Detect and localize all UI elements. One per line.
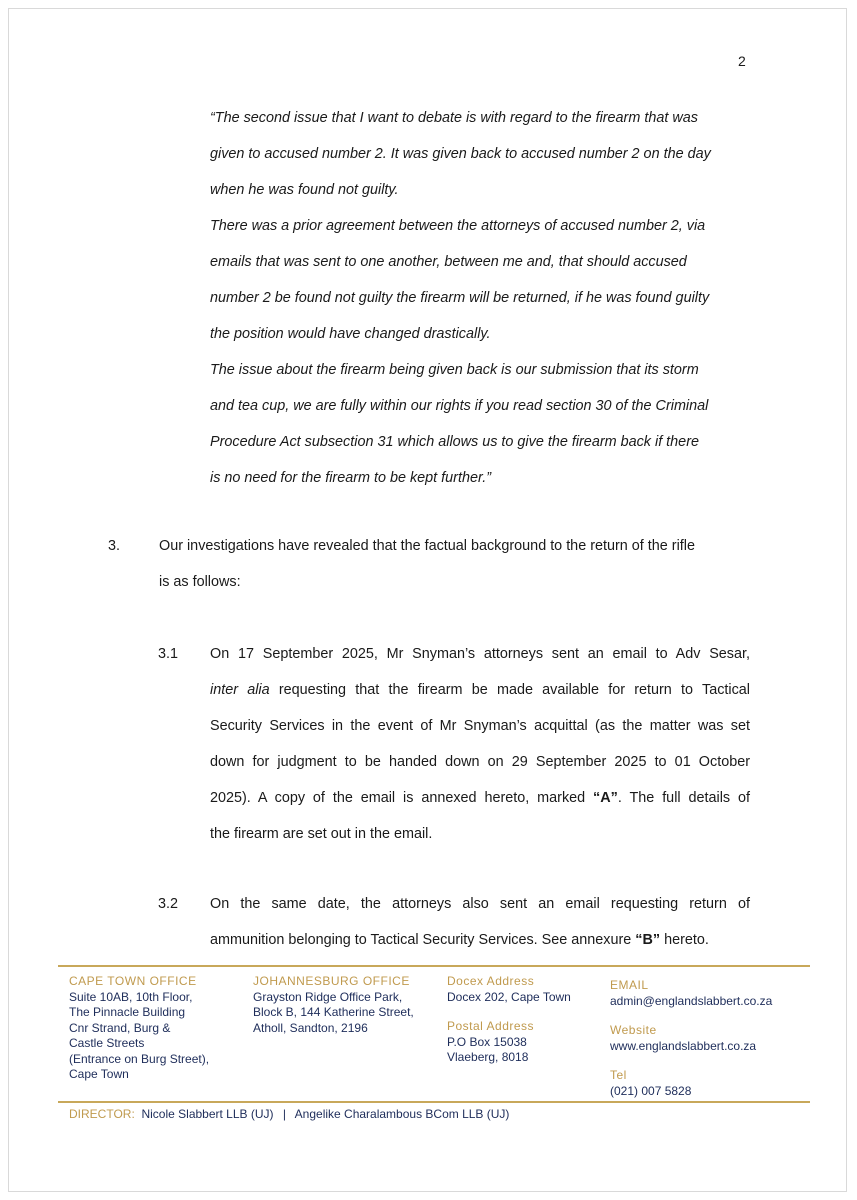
paragraph-line xyxy=(210,744,750,780)
line-text: requesting that the firearm be made available for return to Tactical xyxy=(269,682,750,698)
website-link[interactable]: www.englandslabbert.co.za xyxy=(610,1038,757,1053)
page-number: 2 xyxy=(738,53,746,69)
paragraph-3-2 xyxy=(158,886,750,966)
quote-line: the position would have changed drastically. xyxy=(210,326,491,342)
paragraph-line xyxy=(210,886,750,922)
quote-line: when he was found not guilty. xyxy=(210,182,399,198)
address-line: The Pinnacle Building xyxy=(69,1005,186,1019)
line-text: . The full details of xyxy=(617,790,750,806)
quote-line: is no need for the firearm to be kept further.” xyxy=(210,470,492,486)
line-text: ammunition belonging to Tactical Security Services. See annexure xyxy=(210,932,636,948)
director-line xyxy=(69,1107,509,1121)
address-line: (Entrance on Burg Street), xyxy=(69,1051,210,1066)
quote-line: There was a prior agreement between the attorneys of accused number 2, via xyxy=(210,218,706,234)
footer-contact xyxy=(610,978,772,1099)
address-line: Cnr Strand, Burg & xyxy=(69,1020,171,1035)
line-text: Security Services in the event of Mr Snyman’s acquittal (as the matter was set xyxy=(210,718,750,734)
footer-addresses xyxy=(447,974,571,1066)
quote-paragraph xyxy=(210,100,750,208)
footer-divider-top xyxy=(58,965,810,967)
quote-line: “The second issue that I want to debate is with regard to the firearm that was xyxy=(210,110,698,126)
line-text: On 17 September 2025, Mr Snyman’s attorneys sent an email to Adv Sesar, xyxy=(210,646,750,662)
quote-line: and tea cup, we are fully within our rights if you read section 30 of the Criminal xyxy=(210,398,709,414)
quote-line: emails that was sent to one another, between me and, that should accused xyxy=(210,254,687,270)
footer-heading: Docex Address xyxy=(447,974,535,988)
email-link[interactable]: admin@englandslabbert.co.za xyxy=(610,993,773,1008)
footer-heading: EMAIL xyxy=(610,978,649,992)
quote-paragraph xyxy=(210,208,750,352)
footer-heading: JOHANNESBURG OFFICE xyxy=(253,974,410,988)
quoted-statement xyxy=(210,100,750,496)
quote-line: Procedure Act subsection 31 which allows us to give the firearm back if there xyxy=(210,434,699,450)
director-label: DIRECTOR: xyxy=(69,1107,135,1121)
annexure-marker: “A” xyxy=(593,790,618,806)
paragraph-line xyxy=(210,708,750,744)
address-line: Atholl, Sandton, 2196 xyxy=(253,1020,368,1035)
paragraph-line: Our investigations have revealed that the factual background to the return of the rifle xyxy=(159,538,695,554)
quote-line: The issue about the firearm being given back is our submission that its storm xyxy=(210,362,699,378)
footer-heading: Postal Address xyxy=(447,1019,535,1033)
address-line: Block B, 144 Katherine Street, xyxy=(253,1005,414,1019)
address-line: Suite 10AB, 10th Floor, xyxy=(69,989,193,1004)
quote-line: number 2 be found not guilty the firearm will be returned, if he was found guilty xyxy=(210,290,710,306)
paragraph-3-1 xyxy=(158,636,750,842)
paragraph-line xyxy=(210,816,750,852)
quote-paragraph xyxy=(210,352,750,496)
paragraph-line xyxy=(210,780,750,816)
address-line: Grayston Ridge Office Park, xyxy=(253,989,403,1004)
line-text: down for judgment to be handed down on 29 September 2025 to 01 October xyxy=(210,754,750,770)
director-name: Angelike Charalambous BCom LLB (UJ) xyxy=(294,1107,510,1121)
address-line: Cape Town xyxy=(69,1067,129,1081)
paragraph-body xyxy=(159,528,749,600)
phone-number: (021) 007 5828 xyxy=(610,1083,692,1098)
footer-johannesburg-office xyxy=(253,974,414,1036)
annexure-marker: “B” xyxy=(635,932,661,948)
line-text: the firearm are set out in the email. xyxy=(210,826,433,842)
spacer xyxy=(447,1005,571,1019)
paragraph-number: 3.1 xyxy=(158,646,179,662)
footer-cape-town-office xyxy=(69,974,209,1083)
paragraph-line xyxy=(210,636,750,672)
line-text: hereto. xyxy=(660,932,709,948)
footer-heading: Tel xyxy=(610,1068,627,1082)
spacer xyxy=(610,1054,772,1068)
paragraph-number: 3.2 xyxy=(158,896,179,912)
paragraph-body xyxy=(210,636,750,852)
address-line: Castle Streets xyxy=(69,1036,145,1050)
paragraph-body xyxy=(210,886,750,958)
latin-phrase: inter alia xyxy=(210,682,270,698)
postal-line: Vlaeberg, 8018 xyxy=(447,1050,529,1064)
paragraph-line: is as follows: xyxy=(159,574,241,590)
director-name: Nicole Slabbert LLB (UJ) xyxy=(141,1107,274,1121)
paragraph-number: 3. xyxy=(108,538,121,554)
postal-line: P.O Box 15038 xyxy=(447,1034,527,1049)
separator: | xyxy=(282,1107,286,1121)
paragraph-line xyxy=(210,672,750,708)
paragraph-3 xyxy=(108,528,750,608)
docex-address: Docex 202, Cape Town xyxy=(447,989,571,1004)
line-text: On the same date, the attorneys also sent an email requesting return of xyxy=(210,896,750,912)
footer-divider-bottom xyxy=(58,1101,810,1103)
paragraph-line xyxy=(210,922,750,958)
line-text: 2025). A copy of the email is annexed hereto, marked xyxy=(210,790,594,806)
spacer xyxy=(610,1009,772,1023)
footer-heading: CAPE TOWN OFFICE xyxy=(69,974,197,988)
footer-heading: Website xyxy=(610,1023,657,1037)
quote-line: given to accused number 2. It was given back to accused number 2 on the day xyxy=(210,146,711,162)
